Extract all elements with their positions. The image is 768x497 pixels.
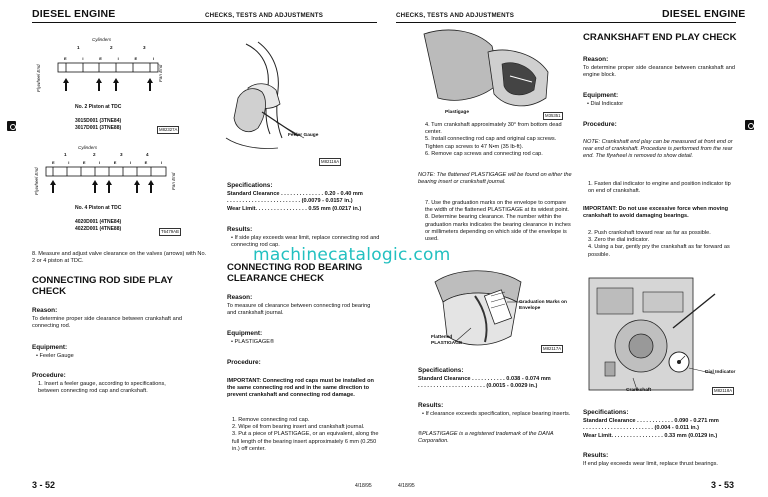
engine-symbol-icon: [7, 121, 16, 131]
bearing-important-label: IMPORTANT:: [227, 378, 262, 384]
fig2-model-2: 4022D001 (4TNE88): [75, 226, 122, 232]
bearing-reason: To measure oil clearance between connecting rod bearing and crankshaft journal.: [227, 303, 371, 317]
bearing-title: CONNECTING ROD BEARING CLEARANCE CHECK: [227, 262, 363, 284]
dial-indicator-illustration: [583, 258, 739, 398]
dial-indicator-label: Dial Indicator: [705, 370, 736, 375]
fig2-valve-e4: E: [144, 160, 148, 165]
side-play-wear-label: Wear Limit. . . . . . . . . . . . . . . . .: [227, 206, 307, 212]
bearing-std-inches: . . . . . . . . . . . . . . . . . . . . . . (0.0015 - 0.0029 in.): [418, 383, 538, 389]
fig1-caption: No. 2 Piston at TDC: [75, 104, 122, 110]
end-play-results-heading: Results:: [583, 452, 609, 459]
end-play-equipment: Dial Indicator: [590, 101, 624, 107]
fig2-valve-e1: E: [52, 160, 55, 165]
left-header-rule: [32, 22, 377, 23]
side-play-std-inches: . . . . . . . . . . . . . . . . . . . . . . . . (0.0079 - 0.0157 in.): [227, 198, 353, 204]
bearing-steps: [232, 417, 380, 453]
step-7: 7. Use the graduation marks on the envelope to compare the width of the flattened PLASTIGAGE at its widest point.: [425, 200, 569, 214]
end-play-std-label: Standard Clearance . . . . . . . . . . . .: [583, 418, 673, 424]
fig1-valve-i2: I: [117, 56, 119, 61]
feeler-gauge-illustration: [218, 38, 338, 174]
left-header-section: CHECKS, TESTS AND ADJUSTMENTS: [205, 12, 324, 19]
side-play-std-label: Standard Clearance . . . . . . . . . . . . . .: [227, 191, 324, 197]
fig2-valve-i4: I: [160, 160, 162, 165]
fig2-caption: No. 4 Piston at TDC: [75, 205, 122, 211]
end-play-important-label: IMPORTANT:: [583, 206, 618, 212]
bearing-results-item: • If clearance exceeds specification, replace bearing inserts.: [422, 411, 571, 417]
fig1-valve-e2: E: [99, 56, 102, 61]
left-header-title: DIESEL ENGINE: [32, 8, 116, 20]
side-play-reason-heading: Reason:: [32, 307, 58, 314]
bearing-step-2: 2. Wipe oil from bearing insert and crankshaft journal.: [232, 424, 365, 431]
end-play-reason-heading: Reason:: [583, 56, 609, 63]
bearing-equipment-heading: Equipment:: [227, 330, 263, 337]
fig2-num-2: 2: [93, 152, 96, 157]
bearing-step-1: 1. Remove connecting rod cap.: [232, 417, 310, 423]
end-play-important: [583, 206, 735, 220]
end-play-fig-ref: M82118A: [714, 388, 733, 393]
right-header-title: DIESEL ENGINE: [662, 8, 746, 20]
plastigage-note: NOTE: The flattened PLASTIGAGE will be found on either the bearing insert or crankshaft journal.: [418, 172, 572, 186]
end-play-std-value: 0.090 - 0.271 mm: [674, 418, 719, 424]
right-header-rule: [396, 22, 736, 23]
end-play-reason: To determine proper side clearance between crankshaft and engine block.: [583, 65, 735, 79]
right-page-date: 4/18/95: [398, 483, 415, 489]
bearing-step-3: 3. Put a piece of PLASTIGAGE, or an equivalent, along the full length of the bearing insert approximately 6 mm (0.250 in.) off center.: [232, 431, 379, 452]
flattened-plastigage-label: Flattened PLASTIGAGE: [431, 335, 463, 346]
side-play-results: If side play exceeds wear limit, replace connecting rod and connecting rod cap.: [231, 235, 380, 249]
side-play-reason: To determine proper side clearance between crankshaft and connecting rod.: [32, 316, 182, 330]
bearing-equipment: PLASTIGAGE®: [234, 339, 275, 345]
feeler-gauge-ref: M82116A: [321, 159, 340, 164]
step-5: 5. Install connecting rod cap and original cap screws. Tighten cap screws to 47 N•m (35 lb-ft).: [425, 136, 557, 150]
feeler-gauge-label: Feeler Gauge: [288, 133, 319, 138]
bearing-results: If clearance exceeds specification, replace bearing inserts.: [425, 411, 571, 417]
graduation-marks-label: Graduation Marks on Envelope: [519, 300, 567, 311]
right-page-number: 3 - 53: [711, 480, 735, 490]
fig1-valve-i3: I: [152, 56, 154, 61]
side-play-equipment-heading: Equipment:: [32, 344, 68, 351]
plastigage-illustration: [418, 24, 568, 116]
end-play-procedure-heading: Procedure:: [583, 121, 617, 128]
side-play-equipment: Feeler Gauge: [39, 353, 74, 359]
end-play-title: CRANKSHAFT END PLAY CHECK: [583, 32, 737, 43]
fig2-fan-label: Fan End: [171, 172, 176, 190]
end-play-wear-value: 0.33 mm (0.0129 in.): [664, 433, 718, 439]
bearing-results-heading: Results:: [418, 402, 444, 409]
trademark-note: ®PLASTIGAGE is a registered trademark of the DANA Corporation.: [418, 431, 554, 445]
side-play-procedure-heading: Procedure:: [32, 372, 66, 379]
end-play-wear-row: [583, 433, 717, 440]
fig2-valve-i2: I: [99, 160, 101, 165]
end-play-important-text: Do not use excessive force when moving crankshaft to avoid damaging bearings.: [583, 206, 729, 220]
side-play-equipment-item: • Feeler Gauge: [36, 353, 74, 359]
end-play-results: If end play exceeds wear limit, replace thrust bearings.: [583, 461, 718, 467]
side-play-wear-row: [227, 206, 361, 213]
fig2-num-3: 3: [120, 152, 123, 157]
end-play-step-2: 2. Push crankshaft toward rear as far as possible.: [588, 230, 711, 236]
bearing-equipment-item: • PLASTIGAGE®: [231, 339, 275, 345]
crankshaft-label: Crankshaft: [626, 388, 652, 393]
bearing-important-text: Connecting rod caps must be installed on the same connecting rod and in the same direction to prevent crankshaft and connecting rod damage.: [227, 378, 374, 399]
fig1-valve-diagram: [56, 60, 164, 102]
side-play-results-item: • If side play exceeds wear limit, replace connecting rod and connecting rod cap.: [231, 235, 380, 249]
fig1-num-2: 2: [110, 45, 113, 50]
bearing-std-value: 0.038 - 0.074 mm: [506, 376, 551, 382]
watermark: machinecatalogic.com: [253, 245, 451, 265]
fig1-num-3: 3: [143, 45, 146, 50]
end-play-equipment-item: • Dial Indicator: [587, 101, 624, 107]
fig1-cylinders-label: Cylinders: [92, 37, 112, 42]
bearing-procedure-heading: Procedure:: [227, 359, 261, 366]
left-page-number: 3 - 52: [32, 480, 56, 490]
side-play-step-1: 1. Insert a feeler gauge, according to specifications, between connecting rod cap and crankshaft.: [38, 381, 166, 395]
steps-7-8: [425, 200, 575, 243]
plastigage-label: Plastigage: [445, 110, 469, 115]
fig1-model-1: 3015D001 (3TNE84): [75, 118, 122, 124]
end-play-note: NOTE: Crankshaft end play can be measured at front end or rear end of crankshaft. Procedure is performed from the rear end. The flywheel is removed to show detail.: [583, 139, 733, 160]
fig2-valve-e2: E: [82, 160, 86, 165]
side-play-std-value: 0.20 - 0.40 mm: [324, 191, 363, 197]
fig1-valve-i1: I: [82, 56, 84, 61]
fig2-num-4: 4: [146, 152, 149, 157]
fig2-flywheel-label: Flywheel End: [34, 167, 39, 195]
engine-symbol-icon-right: [745, 120, 754, 130]
bearing-fig-ref: M82117A: [543, 346, 562, 351]
end-play-steps: [588, 230, 733, 259]
end-play-step-1: 1. Fasten dial indicator to engine and position indicator tip on end of crankshaft.: [588, 181, 731, 195]
side-play-wear-value: 0.55 mm (0.0217 in.): [308, 206, 362, 212]
fig1-fan-label: Fan End: [158, 64, 163, 82]
side-play-specs-heading: Specifications:: [227, 182, 273, 189]
step-8: 8. Determine bearing clearance. The number within the graduation marks indicates the bearing clearance in inches or millimeters depending on which side of the envelope is used.: [425, 214, 571, 243]
fig1-ref: M82327A: [159, 127, 178, 132]
plastigage-ref: M35351: [545, 113, 561, 118]
end-play-std-inches: . . . . . . . . . . . . . . . . . . . . . . . (0.004 - 0.011 in.): [583, 425, 699, 431]
step-8-text: 8. Measure and adjust valve clearance on the valves (arrows) with No. 2 or 4 piston at TDC.: [32, 251, 207, 265]
left-page-date: 4/18/95: [355, 483, 372, 489]
fig1-flywheel-label: Flywheel End: [36, 64, 41, 92]
steps-4-6: [425, 122, 573, 158]
fig2-valve-i1: I: [68, 160, 70, 165]
step-4: 4. Turn crankshaft approximately 30° from bottom dead center.: [425, 122, 562, 136]
fig2-cylinders-label: Cylinders: [78, 145, 98, 150]
fig2-valve-i3: I: [129, 160, 132, 165]
end-play-step-4: 4. Using a bar, gently pry the crankshaft as far forward as possible.: [588, 244, 730, 258]
fig2-model-1: 4020D001 (4TNE84): [75, 219, 122, 225]
bearing-important: [227, 378, 379, 400]
side-play-title: CONNECTING ROD SIDE PLAY CHECK: [32, 275, 173, 297]
fig1-num-1: 1: [77, 45, 80, 50]
fig2-valve-diagram: [44, 164, 170, 202]
end-play-step-3: 3. Zero the dial indicator.: [588, 237, 650, 244]
right-header-section: CHECKS, TESTS AND ADJUSTMENTS: [396, 12, 515, 19]
side-play-results-heading: Results:: [227, 226, 253, 233]
end-play-specs-heading: Specifications:: [583, 409, 629, 416]
fig2-ref: T6479AB: [161, 229, 179, 234]
fig1-model-2: 3017D001 (3TNE88): [75, 125, 122, 131]
bearing-reason-heading: Reason:: [227, 294, 253, 301]
fig2-num-1: 1: [64, 152, 67, 157]
step-6: 6. Remove cap screws and connecting rod cap.: [425, 150, 543, 157]
fig1-valve-e3: E: [134, 56, 138, 61]
fig2-valve-e3: E: [113, 160, 117, 165]
bearing-std-label: Standard Clearance . . . . . . . . . . .: [418, 376, 505, 382]
end-play-equipment-heading: Equipment:: [583, 92, 619, 99]
bearing-specs-heading: Specifications:: [418, 367, 464, 374]
fig1-valve-e1: E: [64, 56, 67, 61]
end-play-wear-label: Wear Limit. . . . . . . . . . . . . . . . .: [583, 433, 663, 439]
